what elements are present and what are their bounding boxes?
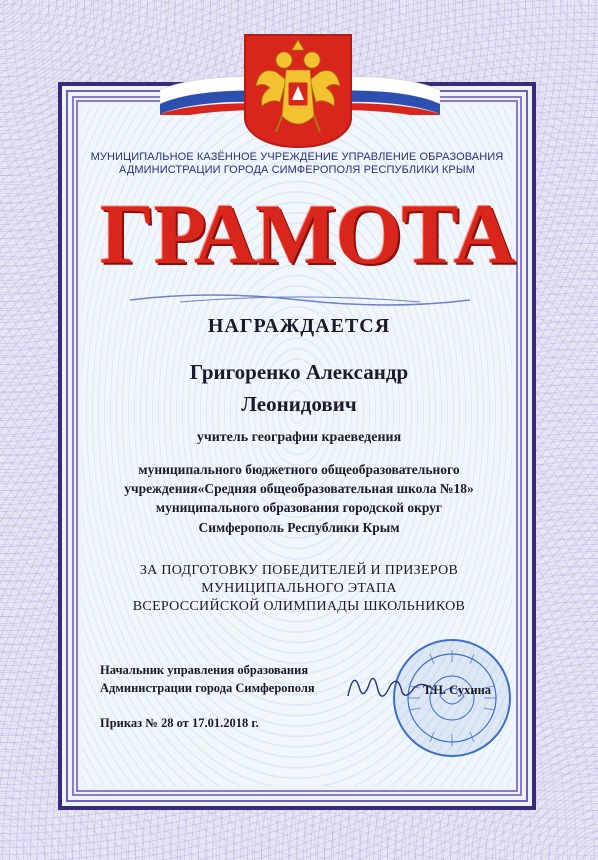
institution-line-4: Симферополь Республики Крым: [198, 520, 400, 535]
reason-line-1: ЗА ПОДГОТОВКУ ПОБЕДИТЕЛЕЙ И ПРИЗЕРОВ: [139, 563, 459, 578]
reason-line-3: ВСЕРОССИЙСКОЙ ОЛИМПИАДЫ ШКОЛЬНИКОВ: [132, 599, 466, 614]
coat-of-arms-icon: [246, 36, 350, 146]
awarded-label: НАГРАЖДАЕТСЯ: [207, 315, 391, 337]
signer-role-line-2: Администрации города Симферополя: [100, 681, 315, 695]
signer-name: Т.Н. Сухина: [423, 683, 492, 697]
organization-line-1: МУНИЦИПАЛЬНОЕ КАЗЁННОЕ УЧРЕЖДЕНИЕ УПРАВЛЕНИЕ ОБРАЗОВАНИЯ: [90, 151, 504, 163]
organization-line-2: АДМИНИСТРАЦИИ ГОРОДА СИМФЕРОПОЛЯ РЕСПУБЛИКИ КРЫМ: [119, 164, 475, 176]
institution-line-2: учреждения«Средняя общеобразовательная школа №18»: [124, 481, 474, 496]
institution-line-1: муниципального бюджетного общеобразовательного: [138, 462, 460, 477]
certificate-title: ГРАМОТА: [100, 186, 515, 282]
signer-role-line-1: Начальник управления образования: [100, 663, 309, 677]
institution-line-3: муниципального образования городской округ: [155, 500, 443, 515]
recipient-name-line-1: Григоренко Александр: [189, 360, 409, 384]
title-flourish-icon: [120, 292, 480, 308]
order-reference: Приказ № 28 от 17.01.2018 г.: [100, 716, 259, 730]
recipient-position: учитель географии краеведения: [196, 430, 402, 445]
reason-line-2: МУНИЦИПАЛЬНОГО ЭТАПА: [201, 581, 397, 596]
recipient-name-line-2: Леонидович: [241, 392, 357, 416]
